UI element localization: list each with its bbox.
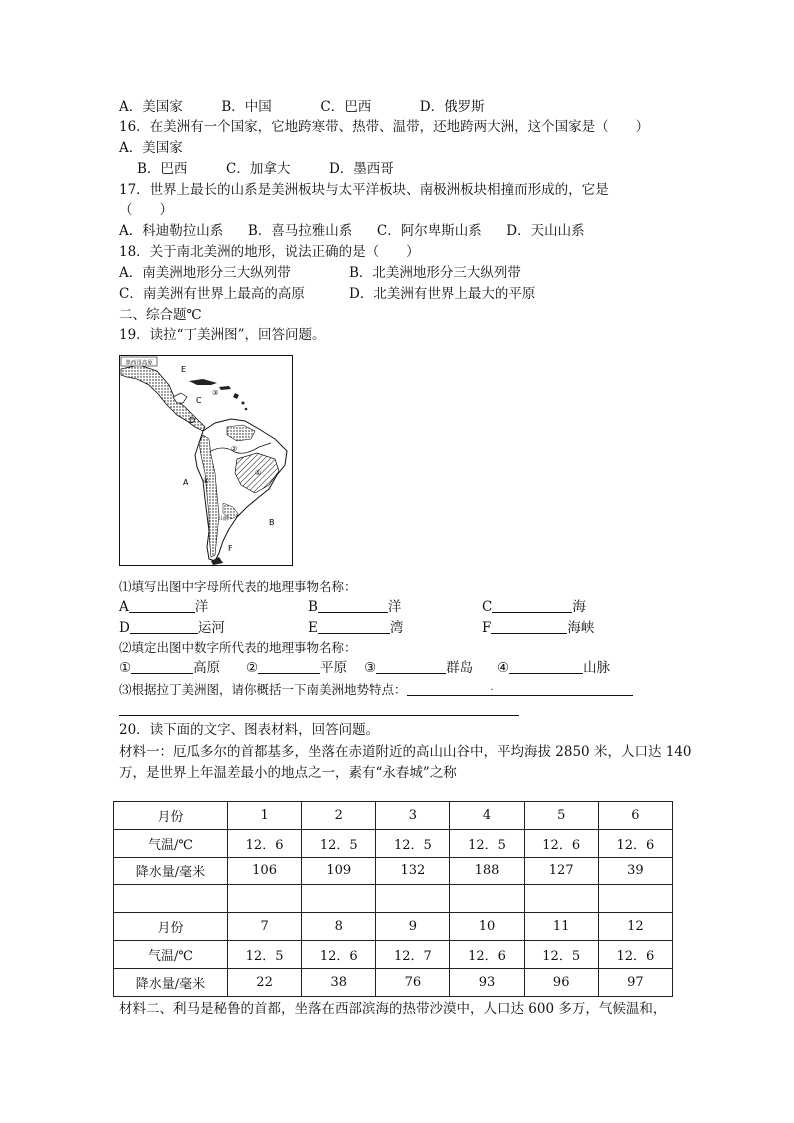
q19-num-1: ①	[119, 660, 132, 676]
table-cell: 8	[302, 913, 376, 941]
table-cell: 127	[524, 857, 598, 885]
answer-blank-b[interactable]	[318, 598, 388, 613]
table-cell-empty	[598, 885, 672, 913]
table-cell: 96	[524, 968, 598, 996]
map-label-f: F	[228, 544, 233, 553]
q19-suffix-a: 洋	[194, 599, 209, 615]
answer-blank-4[interactable]	[509, 659, 583, 674]
q20-stem: 20．读下面的文字、图表材料，回答问题。	[119, 722, 380, 738]
answer-blank-c[interactable]	[492, 598, 572, 613]
table-cell: 12．6	[524, 829, 598, 857]
table-cell: 5	[524, 802, 598, 830]
table-cell: 12．5	[228, 940, 302, 968]
table-cell: 132	[376, 857, 450, 885]
q19-letter-b: B	[308, 599, 318, 615]
table-cell: 12．5	[376, 829, 450, 857]
q17-option-c: C．阿尔卑斯山系	[376, 223, 482, 239]
q19-suffix-f: 海峡	[567, 620, 595, 636]
table-cell: 12．5	[302, 829, 376, 857]
table-row-temps-1	[114, 829, 673, 857]
q15-option-a: A．美国家	[119, 99, 183, 115]
table-row-months-1	[114, 802, 673, 830]
map-label-b: B	[269, 518, 275, 527]
q20-material2: 材料二、利马是秘鲁的首都，坐落在西部滨海的热带沙漠中，人口达 600 多万，气候温和，	[119, 1001, 667, 1017]
q19-letter-f: F	[482, 620, 492, 636]
map-label-1: ①	[255, 469, 262, 477]
q19-suffix-4: 山脉	[583, 660, 611, 676]
q17-stem: 17．世界上最长的山系是美洲板块与太平洋板块、南极洲板块相撞而形成的，它是	[119, 182, 609, 198]
q17-option-b: B．喜马拉雅山系	[247, 223, 353, 239]
latin-america-map	[119, 355, 293, 566]
answer-blank-2[interactable]	[258, 659, 320, 674]
q16-options	[137, 160, 394, 178]
q17-option-a: A．科迪勒拉山系	[119, 223, 224, 239]
row-label-precip: 降水量/毫米	[114, 857, 228, 885]
q18-option-d: D．北美洲有世界上最大的平原	[349, 286, 536, 302]
q19-sub3-text: ⑶根据拉丁美洲图，请你概括一下南美洲地势特点：	[119, 682, 407, 697]
answer-blank-1[interactable]	[131, 659, 193, 674]
q17-stem-cont: （ ）	[119, 202, 173, 218]
row-label-month: 月份	[114, 802, 228, 830]
table-cell: 22	[228, 968, 302, 996]
table-cell: 106	[228, 857, 302, 885]
row-label-month: 月份	[114, 913, 228, 941]
q19-sub2: ⑵填定出图中数字所代表的地理事物名称：	[119, 640, 357, 655]
q16-option-b: B．巴西	[137, 161, 188, 177]
q15-option-c: C．巴西	[320, 99, 372, 115]
table-cell: 12	[598, 913, 672, 941]
table-cell: 39	[598, 857, 672, 885]
table-cell: 12．6	[598, 829, 672, 857]
row-label-temp: 气温/℃	[114, 829, 228, 857]
q16-option-d: D．墨西哥	[328, 161, 394, 177]
table-cell: 109	[302, 857, 376, 885]
map-label-a: A	[183, 478, 189, 487]
answer-blank-d[interactable]	[130, 619, 198, 634]
table-cell: 12．6	[598, 940, 672, 968]
q18-option-c: C．南美洲有世界上最高的高原	[119, 286, 305, 302]
table-cell: 12．6	[302, 940, 376, 968]
table-row-temps-2	[114, 940, 673, 968]
q18-option-a: A．南美洲地形分三大纵列带	[119, 265, 291, 281]
table-row-precip-2	[114, 968, 673, 996]
table-cell: 97	[598, 968, 672, 996]
q16-option-c: C．加拿大	[226, 161, 291, 177]
answer-blank-3[interactable]	[376, 659, 446, 674]
q19-suffix-e: 湾	[389, 620, 404, 636]
q19-num-4: ④	[497, 660, 510, 676]
row-label-temp: 气温/℃	[114, 940, 228, 968]
map-label-mountain: 山脉	[219, 516, 230, 522]
q19-suffix-d: 运河	[197, 620, 225, 636]
table-cell: 38	[302, 968, 376, 996]
table-cell: 10	[450, 913, 524, 941]
q19-suffix-1: 高原	[193, 660, 221, 676]
table-cell: 9	[376, 913, 450, 941]
q19-sub1: ⑴填写出图中字母所代表的地理事物名称：	[119, 579, 357, 594]
q20-material1-line1: 材料一：厄瓜多尔的首都基多，坐落在赤道附近的高山山谷中，平均海拔 2850 米，人口达 140	[119, 744, 692, 760]
table-cell: 2	[302, 802, 376, 830]
table-row-empty	[114, 885, 673, 913]
climate-table	[113, 801, 673, 997]
map-label-d: D	[189, 416, 196, 425]
q20-material1-line2: 万，是世界上年温差最小的地点之一，素有“永春城”之称	[119, 765, 457, 781]
table-cell: 3	[376, 802, 450, 830]
table-cell-empty	[302, 885, 376, 913]
q19-num-3: ③	[364, 660, 377, 676]
q17-option-d: D．天山山系	[506, 223, 585, 239]
table-cell-empty	[450, 885, 524, 913]
table-cell: 12．5	[524, 940, 598, 968]
q19-letter-d: D	[119, 620, 130, 636]
q19-suffix-c: 海	[572, 599, 586, 615]
q15-options	[119, 98, 485, 116]
answer-blank-terrain-2[interactable]	[119, 715, 519, 716]
table-cell: 12．5	[450, 829, 524, 857]
table-cell-empty	[228, 885, 302, 913]
table-cell-empty	[114, 885, 228, 913]
q19-letter-c: C	[482, 599, 493, 615]
table-cell: 76	[376, 968, 450, 996]
q15-option-d: D．俄罗斯	[419, 99, 485, 115]
table-cell: 188	[450, 857, 524, 885]
map-label-4: ④	[203, 477, 210, 485]
table-cell: 11	[524, 913, 598, 941]
section-2-title: 二、综合题℃	[119, 307, 202, 323]
table-cell: 4	[450, 802, 524, 830]
q19-suffix-2: 平原	[320, 660, 348, 676]
map-inset-label: 墨西哥高原	[125, 360, 153, 367]
q19-letter-a: A	[119, 599, 129, 615]
table-cell: 6	[598, 802, 672, 830]
table-cell: 12．6	[450, 940, 524, 968]
q17-options	[119, 222, 585, 240]
q19-stem: 19．读拉“丁美洲图”，回答问题。	[119, 327, 326, 343]
map-label-c: C	[196, 396, 202, 405]
row-label-precip: 降水量/毫米	[114, 968, 228, 996]
table-cell: 93	[450, 968, 524, 996]
stray-dot: .	[490, 682, 494, 693]
answer-blank-a[interactable]	[129, 598, 195, 613]
q19-suffix-b: 洋	[387, 599, 402, 615]
table-cell: 7	[228, 913, 302, 941]
q19-letter-e: E	[308, 620, 318, 636]
table-cell-empty	[376, 885, 450, 913]
q18-option-b: B．北美洲地形分三大纵列带	[349, 265, 521, 281]
table-cell: 1	[228, 802, 302, 830]
table-cell-empty	[524, 885, 598, 913]
answer-blank-e[interactable]	[318, 619, 390, 634]
map-label-2: ②	[231, 445, 238, 453]
map-label-3: ③	[212, 389, 219, 397]
answer-blank-f[interactable]	[491, 619, 567, 634]
q16-stem: 16．在美洲有一个国家，它地跨寒带、热带、温带，还地跨两大洲，这个国家是（ ）	[119, 119, 650, 135]
table-cell: 12．7	[376, 940, 450, 968]
q15-option-b: B．中国	[221, 99, 272, 115]
q16-option-a: A．美国家	[119, 140, 183, 156]
map-label-e: E	[181, 365, 187, 374]
q19-sub3	[119, 681, 633, 699]
table-row-months-2	[114, 913, 673, 941]
q19-num-2: ②	[246, 660, 259, 676]
q19-suffix-3: 群岛	[446, 660, 474, 676]
q18-stem: 18．关于南北美洲的地形，说法正确的是（ ）	[119, 244, 420, 260]
table-row-precip-1	[114, 857, 673, 885]
table-cell: 12．6	[228, 829, 302, 857]
answer-blank-terrain-1[interactable]	[407, 681, 633, 696]
